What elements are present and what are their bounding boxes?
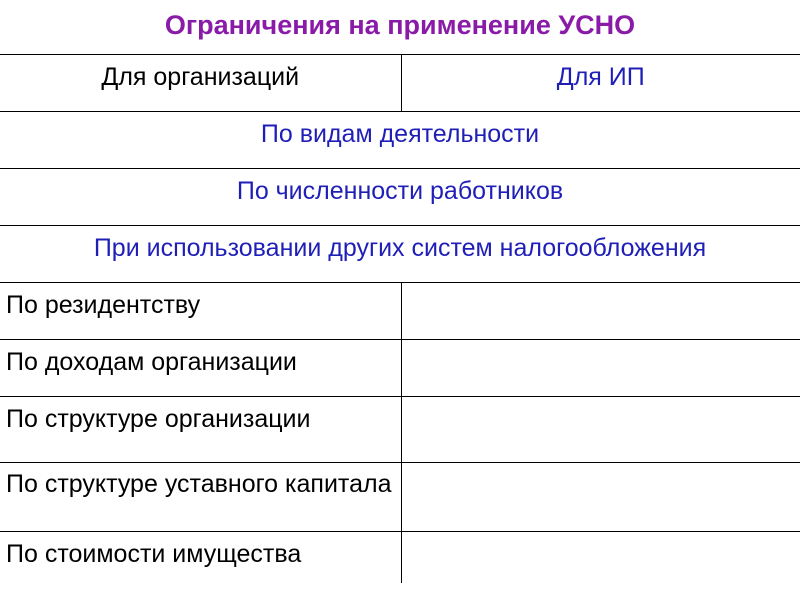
table-row xyxy=(0,226,800,283)
org-row-charter-capital: По структуре уставного капитала xyxy=(0,463,401,532)
table-row xyxy=(0,532,800,583)
table-row xyxy=(0,169,800,226)
common-row-activity: По видам деятельности xyxy=(0,112,800,169)
common-row-other-tax-systems: При использовании других систем налогообложения xyxy=(0,226,800,283)
restrictions-table xyxy=(0,54,800,583)
page-title: Ограничения на применение УСНО xyxy=(164,10,636,40)
table-header-row xyxy=(0,55,800,112)
org-row-income: По доходам организации xyxy=(0,340,401,397)
table-row xyxy=(0,112,800,169)
empty-cell xyxy=(401,283,800,340)
org-row-property-value: По стоимости имущества xyxy=(0,532,401,583)
org-row-residency: По резидентству xyxy=(0,283,401,340)
table-row xyxy=(0,283,800,340)
empty-cell xyxy=(401,340,800,397)
empty-cell xyxy=(401,532,800,583)
header-individual-entrepreneurs: Для ИП xyxy=(401,55,800,112)
org-row-structure: По структуре организации xyxy=(0,397,401,463)
common-row-employees: По численности работников xyxy=(0,169,800,226)
table-row xyxy=(0,463,800,532)
table-row xyxy=(0,397,800,463)
table-row xyxy=(0,340,800,397)
empty-cell xyxy=(401,463,800,532)
header-organizations: Для организаций xyxy=(0,55,401,112)
empty-cell xyxy=(401,397,800,463)
